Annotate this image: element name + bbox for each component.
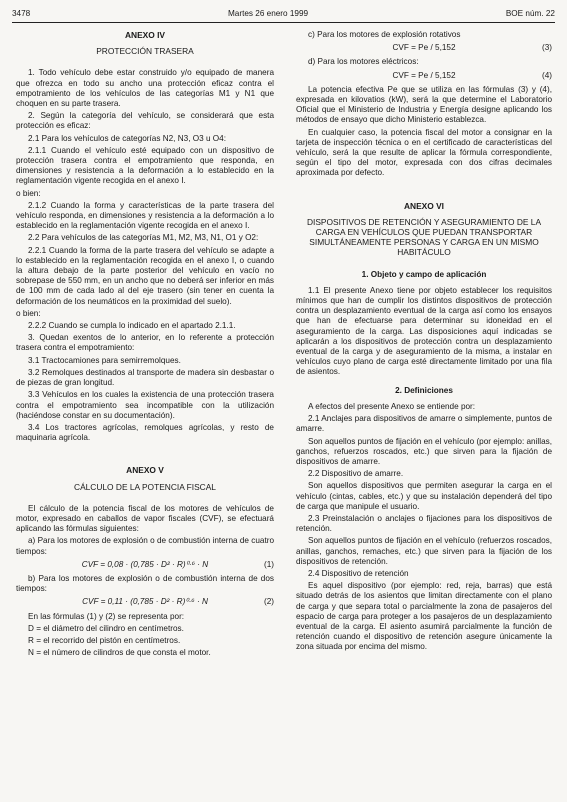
annex5-legend-intro: En las fórmulas (1) y (2) se representa por: (28, 611, 185, 621)
annex4-paragraph: 2.2.2 Cuando se cumpla lo indicado en el apartado 2.1.1. (28, 321, 236, 331)
annex5-paragraph: En cualquier caso, la potencia fiscal del motor a consignar en la tarjeta de inspección técnica o en el certificado de características del vehículo, será la que resulte de aplicar la fórmula correspondiente, según el tipo del motor, expresada con dos cifras decimales aproximada por defecto. (296, 127, 552, 178)
annex5-subtitle: CÁLCULO DE LA POTENCIA FISCAL (74, 481, 216, 492)
issue-number: BOE núm. 22 (505, 9, 555, 18)
legend-item: D = el diámetro del cilindro en centímetros. (28, 623, 184, 633)
section-1-title: 1. Objeto y campo de aplicación (361, 269, 487, 279)
formula-2-number: (2) (263, 597, 274, 607)
publication-date: Martes 26 enero 1999 (227, 9, 309, 18)
legend-item: N = el número de cilindros de que consta el motor. (28, 648, 211, 658)
annex4-paragraph: 3. Quedan exentos de lo anterior, en lo referente a protección trasera contra el empotramiento: (16, 333, 274, 353)
annex5-item-c: c) Para los motores de explosión rotativos (308, 30, 461, 39)
formula-3 (296, 43, 552, 53)
formula-1 (16, 560, 274, 570)
annex5-intro: El cálculo de la potencia fiscal de los motores de vehículos de motor, expresado en caballos de vapor fiscales (CVF), se efectuará aplicando las fórmulas siguientes: (16, 503, 274, 534)
annex4-paragraph: 3.1 Tractocamiones para semirremolques. (28, 355, 181, 365)
page-number: 3478 (12, 9, 31, 18)
definition-paragraph: 2.2 Dispositivo de amarre. (308, 469, 404, 479)
formula-4-number: (4) (541, 70, 552, 80)
annex6-title: ANEXO VI (403, 200, 445, 211)
section-2-title: 2. Definiciones (395, 385, 453, 395)
annex5-item-b: b) Para los motores de explosión o de combustión interna de dos tiempos: (16, 573, 274, 594)
formula-1-text: CVF = 0,08 · (0,785 · D² · R)⁰·⁶ · N (81, 559, 209, 569)
definition-paragraph: Son aquellos dispositivos que permiten asegurar la carga en el vehículo (cintas, cables, etc.) y que su instalación dependerá del tipo de carga que manipule el usuario. (296, 481, 552, 511)
right-column (296, 30, 552, 655)
definition-paragraph: Es aquel dispositivo (por ejemplo: red, reja, barras) que está situado detrás de los asientos que limitan directamente con el plano de carga y que separa total o parcialmente la zona de pasajeros del espacio de carga para proteger a los pasajeros de un desplazamiento eventual de la carga. El asiento asumirá parcialmente la función de retención cuando el dispositivo de retención asegure únicamente la zona situada por encima del mismo. (296, 581, 552, 652)
annex4-paragraph: o bien: (16, 308, 41, 318)
annex4-title: ANEXO IV (124, 30, 166, 40)
definition-paragraph: 2.3 Preinstalación o anclajes o fijaciones para los dispositivos de retención. (296, 513, 552, 534)
formula-2-text: CVF = 0,11 · (0,785 · D² · R)⁰·⁶ · N (82, 597, 208, 607)
formula-3-number: (3) (541, 43, 552, 53)
annex4-paragraph: 3.2 Remolques destinados al transporte de madera sin desbastar o de piezas de gran longitud. (16, 367, 274, 388)
header-rule (12, 22, 555, 23)
formula-3-text: CVF = Pe / 5,152 (392, 43, 456, 53)
annex5-title: ANEXO V (126, 465, 164, 476)
formula-4-text: CVF = Pe / 5,152 (392, 70, 456, 80)
annex4-paragraph: o bien: (16, 188, 41, 198)
definition-paragraph: Son aquellos puntos de fijación en el vehículo (por ejemplo: anillas, ganchos, refuerzos roscados, etc.) que sirven para la fijación de dispositivos de amarre. (296, 436, 552, 466)
annex4-paragraph: 2.1.1 Cuando el vehículo esté equipado con un dispositivo de protección trasera contra el empotramiento que responda, en dimensiones y resistencia a la deformación a lo establecido en la reglamentación vigente recogida en el anexo I. (16, 145, 274, 186)
annex4-paragraph: 3.3 Vehículos en los cuales la existencia de una protección trasera contra el empotramiento sea incompatible con la utilización (haciéndose constar en su documentación). (16, 390, 274, 420)
formula-1-number: (1) (263, 559, 274, 569)
definition-paragraph: Son aquellos puntos de fijación en el vehículo (refuerzos roscados, anillas, ganchos, remaches, etc.) que sirven para la fijación de los dispositivos de retención. (296, 536, 552, 566)
definition-paragraph: A efectos del presente Anexo se entiende por: (308, 401, 476, 411)
annex4-paragraph: 3.4 Los tractores agrícolas, remolques agrícolas, y resto de maquinaria agrícola. (16, 422, 274, 443)
annex5-item-d: d) Para los motores eléctricos: (308, 57, 419, 67)
annex5-paragraph: La potencia efectiva Pe que se utiliza en las fórmulas (3) y (4), expresada en kilovatios (kW), será la que determine el Laboratorio Oficial que el Ministerio de Industria y Energía designe aplicando los métodos de ensayo que dicho Ministerio establezca. (296, 84, 552, 125)
definition-paragraph: 2.1 Anclajes para dispositivos de amarre o simplemente, puntos de amarre. (296, 414, 552, 434)
annex4-subtitle: PROTECCIÓN TRASERA (96, 46, 194, 57)
annex4-paragraph: 2. Según la categoría del vehículo, se considerará que esta protección es eficaz: (16, 111, 274, 131)
definition-paragraph: 2.4 Dispositivo de retención (308, 568, 409, 578)
annex4-paragraph: 2.1 Para los vehículos de categorías N2, N3, O3 u O4: (28, 133, 226, 143)
annex4-paragraph: 1. Todo vehículo debe estar construido y/o equipado de manera que ofrezca en todo su ancho una protección eficaz contra el empotramiento de los vehículos de las categorías M1 y N1 que choquen en su parte trasera. (16, 68, 274, 109)
annex6-subtitle: DISPOSITIVOS DE RETENCIÓN Y ASEGURAMIENTO DE LA CARGA EN VEHÍCULOS QUE PUEDAN TRANSPORTAR SIMULTÁNEAMENTE PERSONAS Y CARGA EN UN MISMO HABITÁCULO (306, 216, 542, 258)
formula-2 (16, 597, 274, 607)
left-column (16, 30, 274, 660)
section-1-paragraph: 1.1 El presente Anexo tiene por objeto establecer los requisitos mínimos que han de cumplir los distintos dispositivos de protección contra un desplazamiento eventual de la carga así como los ensayos que han de efectuarse para determinar su idoneidad en el aseguramiento de la carga. Las disposiciones aquí indicadas se aplicarán a los dispositivos de protección contra un desplazamiento eventual de la carga y de aseguramiento de la misma, a instalar en vehículos cuyo plano de carga esté directamente limitado por una fila de asientos. (296, 285, 552, 377)
annex5-item-a: a) Para los motores de explosión o de combustión interna de cuatro tiempos: (16, 536, 274, 556)
annex4-paragraph: 2.2.1 Cuando la forma de la parte trasera del vehículo se adapte a lo establecido en la reglamentación recogida en el anexo I, o cuando la altura debajo de la parte posterior del vehículo en vacío no sobrepase de 550 mm, en un ancho que no deberá ser inferior en más de 100 mm de cada lado al del eje trasero (sin tener en cuenta la deformación de los neumáticos en la proximidad del suelo). (16, 245, 274, 306)
annex4-paragraph: 2.2 Para vehículos de las categorías M1, M2, M3, N1, O1 y O2: (28, 233, 259, 243)
page-header (12, 8, 555, 20)
formula-4 (296, 71, 552, 81)
annex4-paragraph: 2.1.2 Cuando la forma y características de la parte trasera del vehículo responda, en dimensiones y resistencia a la deformación a lo establecido en la reglamentación vigente recogida en el anexo I. (16, 200, 274, 231)
legend-item: R = el recorrido del pistón en centímetros. (28, 635, 181, 645)
